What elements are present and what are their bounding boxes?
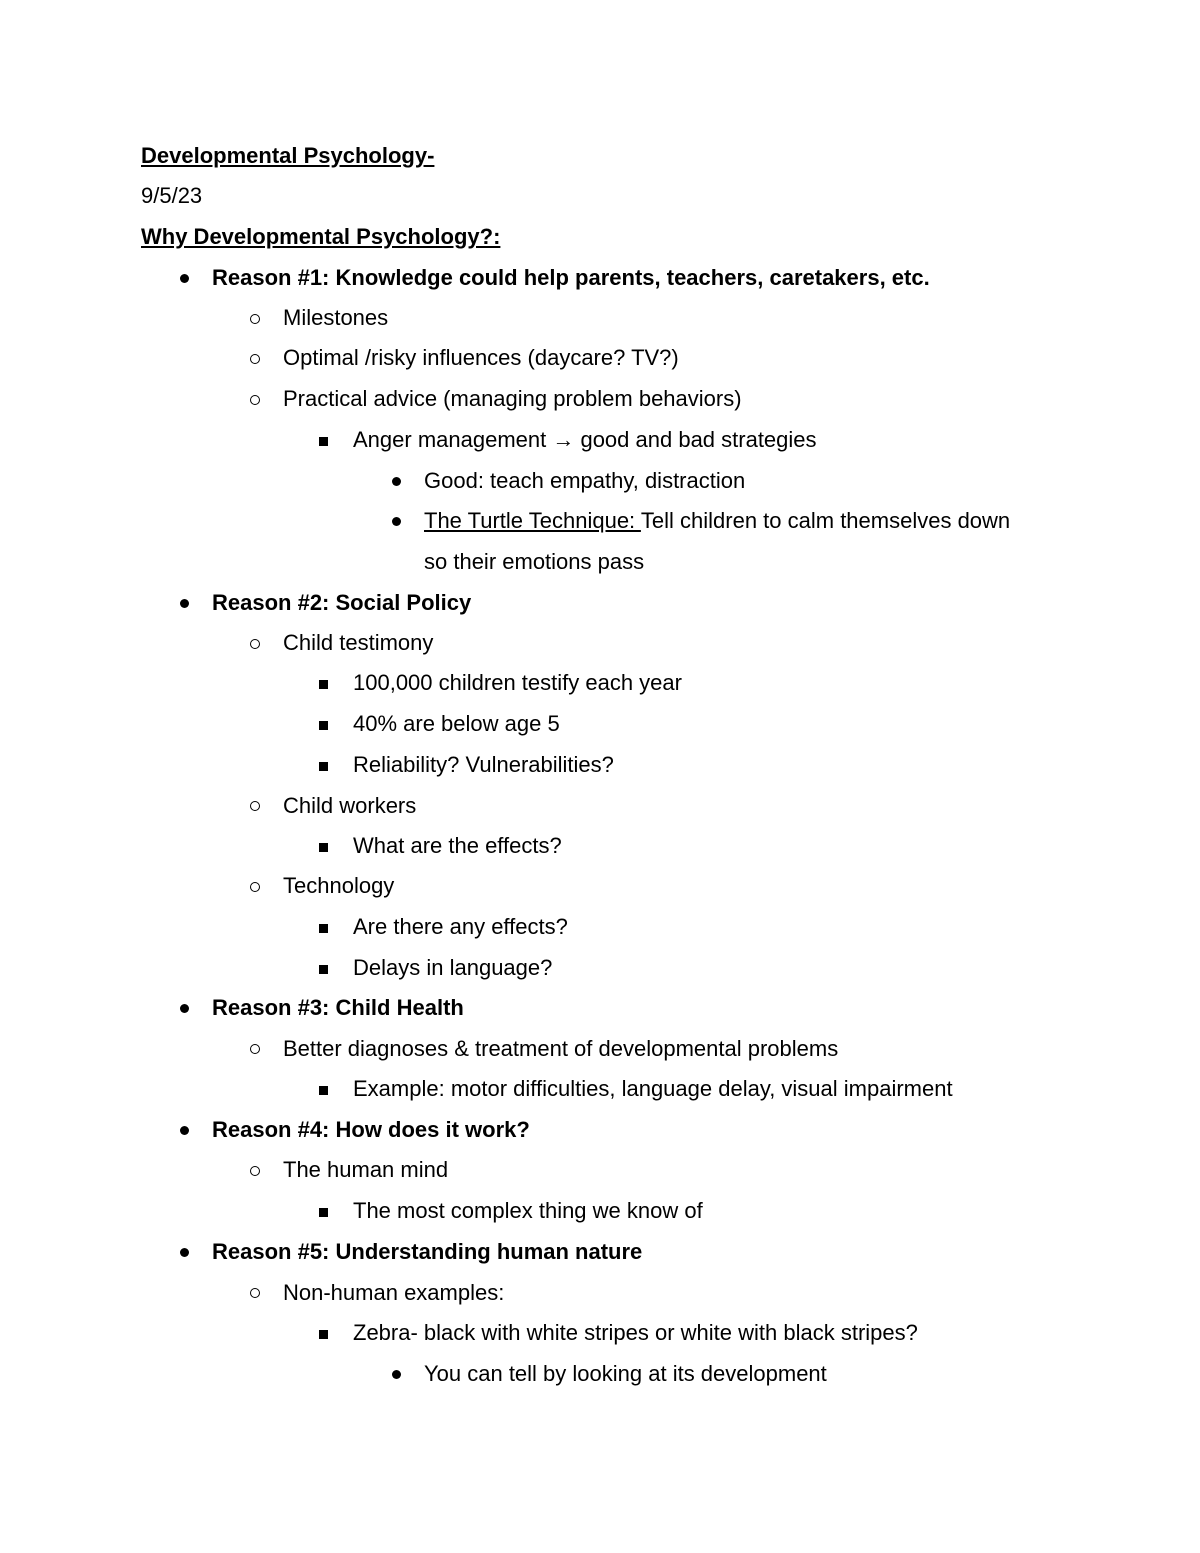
bullet-circle-icon	[250, 639, 260, 649]
bullet-circle-icon	[250, 1288, 260, 1298]
list-item: 40% are below age 5	[353, 711, 560, 736]
bullet-disc-icon	[180, 1004, 189, 1013]
reason-4: Reason #4: How does it work?	[212, 1117, 530, 1142]
list-item: You can tell by looking at its development	[424, 1361, 827, 1386]
list-item-continuation: so their emotions pass	[424, 549, 645, 574]
list-item: Optimal /risky influences (daycare? TV?)	[283, 345, 679, 370]
list-item: Child testimony	[283, 630, 434, 655]
list-item: Non-human examples:	[283, 1280, 505, 1305]
bullet-square-icon	[319, 721, 328, 730]
bullet-square-icon	[319, 762, 328, 771]
list-item: Milestones	[283, 305, 389, 330]
technique-label: The Turtle Technique:	[424, 508, 641, 533]
bullet-square-icon	[319, 965, 328, 974]
bullet-circle-icon	[250, 801, 260, 811]
list-item: Practical advice (managing problem behaviors)	[283, 386, 742, 411]
list-item: Zebra- black with white stripes or white with black stripes?	[353, 1320, 918, 1345]
section-heading: Why Developmental Psychology?:	[141, 224, 501, 249]
list-item: The most complex thing we know of	[353, 1198, 703, 1223]
bullet-disc-icon	[392, 477, 401, 486]
bullet-circle-icon	[250, 395, 260, 405]
reason-3: Reason #3: Child Health	[212, 995, 464, 1020]
list-item: Anger management → good and bad strategies	[353, 427, 817, 452]
bullet-circle-icon	[250, 1166, 260, 1176]
bullet-square-icon	[319, 437, 328, 446]
bullet-disc-icon	[392, 517, 401, 526]
list-item: Reliability? Vulnerabilities?	[353, 752, 614, 777]
list-item: Good: teach empathy, distraction	[424, 468, 746, 493]
list-item: Child workers	[283, 793, 417, 818]
list-item: Example: motor difficulties, language delay, visual impairment	[353, 1076, 953, 1101]
bullet-square-icon	[319, 843, 328, 852]
list-item	[424, 508, 1010, 534]
list-item: Are there any effects?	[353, 914, 568, 939]
document-title: Developmental Psychology-	[141, 143, 435, 168]
bullet-disc-icon	[180, 1126, 189, 1135]
list-item: 100,000 children testify each year	[353, 670, 682, 695]
bullet-circle-icon	[250, 354, 260, 364]
bullet-disc-icon	[180, 1248, 189, 1257]
bullet-square-icon	[319, 1208, 328, 1217]
bullet-circle-icon	[250, 314, 260, 324]
document-date: 9/5/23	[141, 183, 203, 208]
bullet-square-icon	[319, 924, 328, 933]
reason-2: Reason #2: Social Policy	[212, 590, 472, 615]
reason-5: Reason #5: Understanding human nature	[212, 1239, 643, 1264]
bullet-square-icon	[319, 1330, 328, 1339]
bullet-disc-icon	[392, 1370, 401, 1379]
list-item: What are the effects?	[353, 833, 562, 858]
reason-1: Reason #1: Knowledge could help parents, teachers, caretakers, etc.	[212, 265, 930, 290]
list-item: The human mind	[283, 1157, 449, 1182]
bullet-disc-icon	[180, 599, 189, 608]
technique-text: Tell children to calm themselves down	[640, 508, 1011, 533]
list-item: Delays in language?	[353, 955, 553, 980]
bullet-square-icon	[319, 680, 328, 689]
list-item: Better diagnoses & treatment of developmental problems	[283, 1036, 839, 1061]
bullet-disc-icon	[180, 274, 189, 283]
bullet-circle-icon	[250, 1044, 260, 1054]
list-item: Technology	[283, 873, 395, 898]
bullet-square-icon	[319, 1086, 328, 1095]
bullet-circle-icon	[250, 882, 260, 892]
